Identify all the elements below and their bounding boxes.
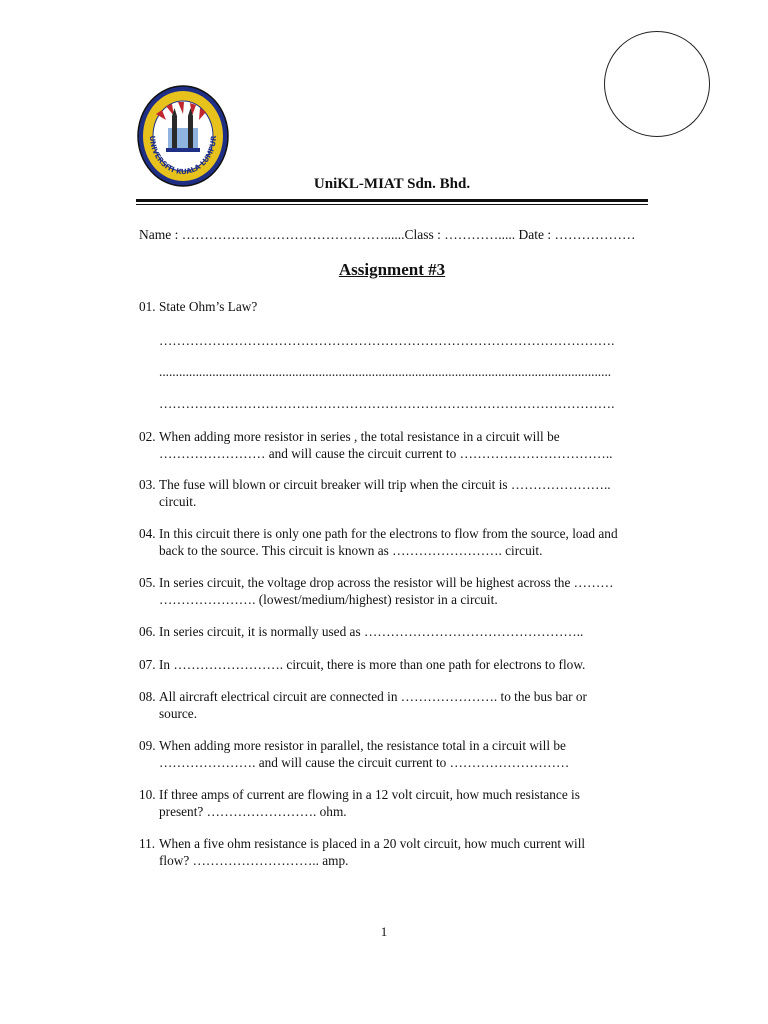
answer-line-2: ........................................................................................................................................ [159,364,612,379]
question-07 [139,657,659,674]
question-number: 09. [139,738,156,753]
question-text-line2: …………………. (lowest/medium/highest) resistor in a circuit. [159,591,498,607]
header-rule-thick [136,199,648,202]
question-text-line2: …………………… and will cause the circuit current to …………………………….. [159,445,613,461]
question-text-line2: …………………. and will cause the circuit current to ……………………… [159,754,570,770]
question-text: In series circuit, the voltage drop across the resistor will be highest across the ……… [159,575,614,590]
question-text: In series circuit, it is normally used as ………………………………………….. [159,624,584,639]
question-text: All aircraft electrical circuit are connected in …………………. to the bus bar or [159,689,587,704]
question-text: When a five ohm resistance is placed in a 20 volt circuit, how much current will [159,836,586,851]
photo-circle [604,31,710,137]
company-name: UniKL-MIAT Sdn. Bhd. [313,176,471,192]
logo-text: UNIVERSITI KUALA LUMPUR [147,135,219,177]
question-number: 08. [139,689,156,704]
question-text: When adding more resistor in series , the total resistance in a circuit will be [159,429,560,444]
question-number: 07. [139,657,156,672]
question-number: 11. [139,836,156,851]
answer-line-1: …………………………………………………………………………………………. [159,333,615,348]
question-text-line2: back to the source. This circuit is known as ……………………. circuit. [159,542,543,558]
question-02 [139,429,659,462]
question-text: In ……………………. circuit, there is more than one path for electrons to flow. [159,657,586,672]
question-number: 10. [139,787,156,802]
answer-line-3: …………………………………………………………………………………………. [159,396,615,411]
question-text-line2: source. [159,705,198,721]
question-10 [139,787,659,820]
question-09 [139,738,659,771]
question-text-line2: circuit. [159,493,197,509]
question-text: In this circuit there is only one path for the electrons to flow from the source, load and [159,526,618,541]
question-05 [139,575,659,608]
question-text: State Ohm’s Law? [159,299,258,314]
question-text: If three amps of current are flowing in a 12 volt circuit, how much resistance is [159,787,580,802]
question-08 [139,689,659,722]
assignment-title: Assignment #3 [338,260,446,279]
question-number: 06. [139,624,156,639]
question-04 [139,526,659,559]
question-text-line2: present? ……………………. ohm. [159,803,347,819]
header-rule-thin [136,204,648,205]
question-number: 04. [139,526,156,541]
question-03 [139,477,659,510]
question-text-line2: flow? ……………………….. amp. [159,852,349,868]
question-number: 02. [139,429,156,444]
question-number: 01. [139,299,156,314]
name-class-date-line: Name : ………………………………………......Class : …………..... Date : ……………… [139,227,636,242]
page-number: 1 [380,924,388,939]
question-number: 05. [139,575,156,590]
question-text: When adding more resistor in parallel, the resistance total in a circuit will be [159,738,566,753]
question-text: The fuse will blown or circuit breaker will trip when the circuit is ………………….. [159,477,611,492]
question-06 [139,624,659,641]
question-11 [139,836,659,869]
university-logo [136,84,230,188]
question-number: 03. [139,477,156,492]
question-01 [139,299,659,316]
